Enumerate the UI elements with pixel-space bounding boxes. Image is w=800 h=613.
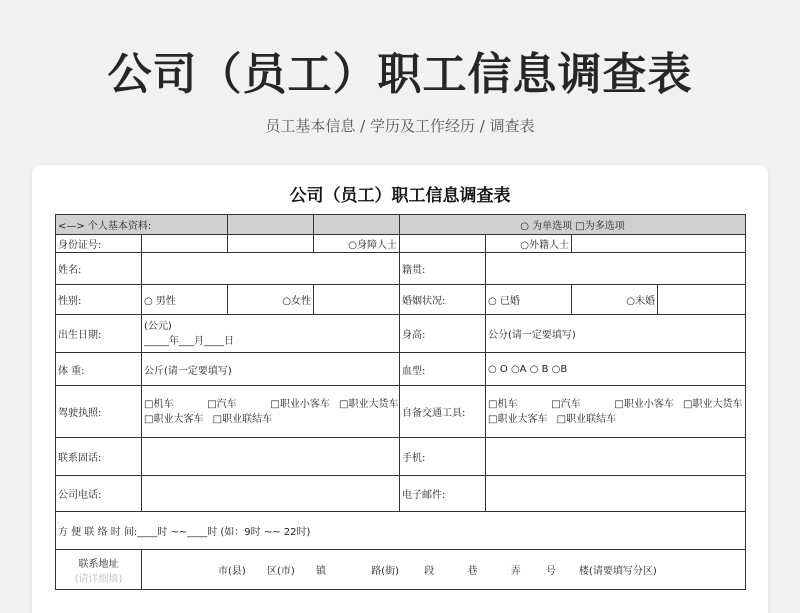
address-label: 联系地址 bbox=[78, 558, 119, 570]
mobile-label: 手机: bbox=[400, 438, 486, 476]
foreign-option[interactable]: ○外籍人士 bbox=[486, 235, 572, 253]
birth-input[interactable] bbox=[142, 315, 400, 353]
gender-male-option[interactable]: ○ 男性 bbox=[142, 285, 228, 315]
license-options[interactable] bbox=[142, 386, 400, 438]
license-option[interactable]: □职业大货车 bbox=[339, 398, 399, 410]
transport-option[interactable]: □职业联结车 bbox=[556, 413, 617, 425]
company-phone-input[interactable] bbox=[142, 476, 400, 512]
weight-label: 体 重: bbox=[56, 353, 142, 386]
table-row bbox=[56, 438, 746, 476]
address-part: 弄 bbox=[510, 566, 521, 577]
email-input[interactable] bbox=[486, 476, 746, 512]
table-row bbox=[56, 253, 746, 285]
page-subtitle: 员工基本信息 / 学历及工作经历 / 调查表 bbox=[265, 117, 535, 135]
height-label: 身高: bbox=[400, 315, 486, 353]
form-card bbox=[32, 165, 768, 613]
unmarried-option[interactable]: ○未婚 bbox=[572, 285, 658, 315]
email-label: 电子邮件: bbox=[400, 476, 486, 512]
contact-time-field[interactable]: 方 便 联 络 时 间:____时 ~~____时 (如：9时 ~~ 22时) bbox=[56, 512, 746, 550]
name-input[interactable] bbox=[142, 253, 400, 285]
birth-unit: (公元) bbox=[144, 320, 172, 332]
married-option[interactable]: ○ 已婚 bbox=[486, 285, 572, 315]
height-input[interactable]: 公分(请一定要填写) bbox=[486, 315, 746, 353]
table-row bbox=[56, 315, 746, 353]
name-label: 姓名: bbox=[56, 253, 142, 285]
address-part: 巷 bbox=[467, 566, 478, 577]
id-input-2[interactable] bbox=[228, 235, 314, 253]
table-row bbox=[56, 353, 746, 386]
table-header-row bbox=[56, 215, 746, 235]
disabled-option[interactable]: ○身障人士 bbox=[314, 235, 400, 253]
table-row bbox=[56, 285, 746, 315]
transport-option[interactable]: □职业大货车 bbox=[683, 398, 743, 410]
transport-option[interactable]: □职业大客车 bbox=[488, 413, 548, 425]
address-part: 镇 bbox=[316, 566, 326, 577]
license-option[interactable]: □职业小客车 bbox=[270, 398, 330, 410]
license-option[interactable]: □职业大客车 bbox=[144, 413, 204, 425]
transport-option[interactable]: □机车 bbox=[488, 398, 518, 410]
address-part: 市(县) bbox=[218, 566, 246, 577]
table-row bbox=[56, 476, 746, 512]
gender-label: 性别: bbox=[56, 285, 142, 315]
license-option[interactable]: □职业联结车 bbox=[212, 413, 273, 425]
id-input-1[interactable] bbox=[142, 235, 228, 253]
birth-format: _____年___月____日 bbox=[144, 335, 234, 347]
mobile-input[interactable] bbox=[486, 438, 746, 476]
table-row bbox=[56, 550, 746, 590]
form-title: 公司（员工）职工信息调查表 bbox=[289, 186, 511, 206]
landline-label: 联系固话: bbox=[56, 438, 142, 476]
marital-label: 婚姻状况: bbox=[400, 285, 486, 315]
table-row bbox=[56, 386, 746, 438]
address-part: 楼(请要填写分区) bbox=[578, 566, 657, 577]
transport-label: 自备交通工具: bbox=[400, 386, 486, 438]
id-label: 身份证号: bbox=[56, 235, 142, 253]
weight-input[interactable]: 公斤(请一定要填写) bbox=[142, 353, 400, 386]
id-input-3[interactable] bbox=[572, 235, 746, 253]
address-part: 号 bbox=[545, 566, 556, 577]
birth-label: 出生日期: bbox=[56, 315, 142, 353]
table-row bbox=[56, 512, 746, 550]
section-header: <—> 个人基本资料: bbox=[56, 215, 228, 235]
license-option[interactable]: □汽车 bbox=[207, 398, 237, 410]
company-phone-label: 公司电话: bbox=[56, 476, 142, 512]
page-title: 公司（员工）职工信息调查表 bbox=[107, 49, 693, 100]
address-hint: (请详细填) bbox=[74, 573, 123, 585]
transport-options[interactable] bbox=[486, 386, 746, 438]
address-input[interactable] bbox=[142, 550, 746, 590]
license-label: 驾驶执照: bbox=[56, 386, 142, 438]
native-input[interactable] bbox=[486, 253, 746, 285]
address-label-cell bbox=[56, 550, 142, 590]
gender-female-option[interactable]: ○女性 bbox=[228, 285, 314, 315]
license-option[interactable]: □机车 bbox=[144, 398, 174, 410]
transport-option[interactable]: □职业小客车 bbox=[614, 398, 674, 410]
address-part: 段 bbox=[424, 566, 435, 577]
address-part: 路(街) bbox=[371, 566, 399, 577]
transport-option[interactable]: □汽车 bbox=[551, 398, 581, 410]
option-note: ○ 为单选项 □为多选项 bbox=[400, 215, 746, 235]
table-row bbox=[56, 235, 746, 253]
address-part: 区(市) bbox=[267, 566, 295, 577]
blood-options[interactable]: ○ O ○A ○ B ○B bbox=[486, 353, 746, 386]
employee-info-table bbox=[55, 214, 746, 590]
native-label: 籍贯: bbox=[400, 253, 486, 285]
landline-input[interactable] bbox=[142, 438, 400, 476]
blood-label: 血型: bbox=[400, 353, 486, 386]
